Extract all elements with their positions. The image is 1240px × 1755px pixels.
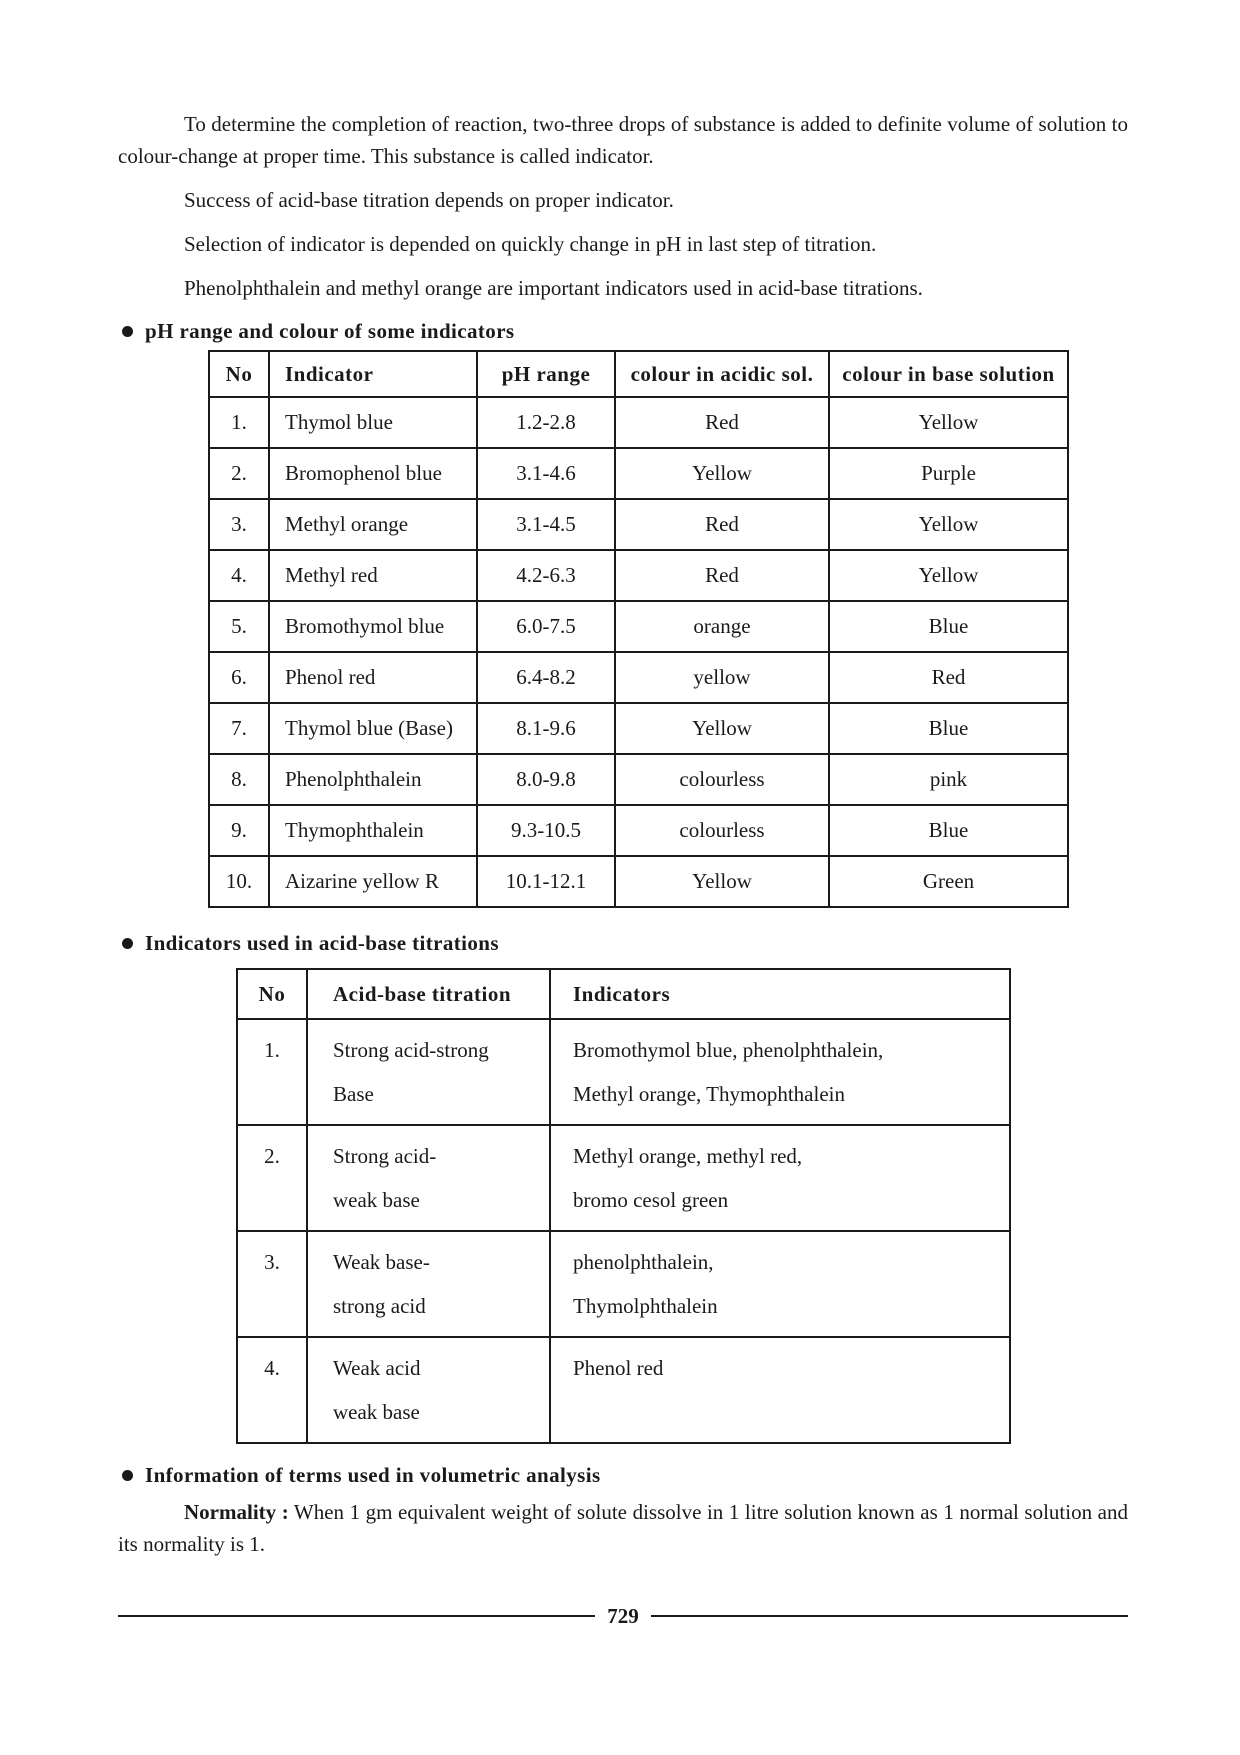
- titration-line: weak base: [333, 1188, 420, 1212]
- cell-ph-range: 6.4-8.2: [477, 652, 615, 703]
- cell-no: 1.: [237, 1019, 307, 1125]
- cell-indicator: Thymol blue (Base): [269, 703, 477, 754]
- bullet-icon: [122, 1470, 133, 1481]
- cell-no: 7.: [209, 703, 269, 754]
- cell-ph-range: 10.1-12.1: [477, 856, 615, 907]
- cell-base-colour: Yellow: [829, 397, 1068, 448]
- cell-no: 5.: [209, 601, 269, 652]
- cell-base-colour: Blue: [829, 703, 1068, 754]
- cell-acidic-colour: Red: [615, 397, 829, 448]
- cell-indicator: Methyl orange: [269, 499, 477, 550]
- cell-acidic-colour: Red: [615, 550, 829, 601]
- intro-paragraph-2: Success of acid-base titration depends on proper indicator.: [184, 188, 674, 212]
- titration-line: Weak acid: [333, 1356, 421, 1380]
- intro-paragraph-3: Selection of indicator is depended on quickly change in pH in last step of titration.: [184, 232, 877, 256]
- col-header-indicators: Indicators: [550, 969, 1010, 1019]
- indicator-line: bromo cesol green: [573, 1188, 729, 1212]
- cell-indicator: Thymophthalein: [269, 805, 477, 856]
- cell-indicators: [550, 1125, 1010, 1231]
- indicator-line: Methyl orange, Thymophthalein: [573, 1082, 845, 1106]
- table-row: [209, 754, 1068, 805]
- term-normality: Normality :: [184, 1500, 289, 1524]
- cell-no: 3.: [237, 1231, 307, 1337]
- indicator-line: Methyl orange, methyl red,: [573, 1144, 803, 1168]
- cell-base-colour: Red: [829, 652, 1068, 703]
- cell-no: 2.: [209, 448, 269, 499]
- cell-ph-range: 8.0-9.8: [477, 754, 615, 805]
- cell-no: 10.: [209, 856, 269, 907]
- normality-text: When 1 gm equivalent weight of solute dissolve in 1 litre solution known as 1 normal solution and its normality is 1.: [118, 1500, 1128, 1556]
- section-heading-titration-indicators: [118, 928, 1128, 958]
- cell-indicator: Aizarine yellow R: [269, 856, 477, 907]
- cell-base-colour: Yellow: [829, 550, 1068, 601]
- cell-no: 6.: [209, 652, 269, 703]
- cell-ph-range: 3.1-4.6: [477, 448, 615, 499]
- normality-definition: [118, 1496, 1128, 1560]
- cell-no: 9.: [209, 805, 269, 856]
- cell-no: 2.: [237, 1125, 307, 1231]
- ph-range-table: [208, 350, 1069, 908]
- indicator-line: phenolphthalein,: [573, 1250, 714, 1274]
- cell-titration: [307, 1337, 550, 1443]
- footer-rule-left: [118, 1615, 595, 1617]
- cell-indicators: [550, 1019, 1010, 1125]
- cell-acidic-colour: orange: [615, 601, 829, 652]
- page-footer: [118, 1601, 1128, 1631]
- cell-titration: [307, 1019, 550, 1125]
- cell-acidic-colour: Yellow: [615, 856, 829, 907]
- section-heading-text: Indicators used in acid-base titrations: [145, 931, 499, 955]
- cell-base-colour: Blue: [829, 805, 1068, 856]
- bullet-icon: [122, 938, 133, 949]
- table-header-row: [237, 969, 1010, 1019]
- table-row: [237, 1337, 1010, 1443]
- table-row: [209, 499, 1068, 550]
- table-row: [237, 1019, 1010, 1125]
- cell-acidic-colour: colourless: [615, 754, 829, 805]
- table-header-row: [209, 351, 1068, 397]
- table-row: [209, 397, 1068, 448]
- cell-indicator: Bromothymol blue: [269, 601, 477, 652]
- col-header-no: No: [209, 351, 269, 397]
- titration-line: weak base: [333, 1400, 420, 1424]
- table-row: [237, 1125, 1010, 1231]
- indicator-line: Phenol red: [573, 1356, 664, 1380]
- section-heading-ph-range: [118, 316, 1128, 346]
- cell-no: 3.: [209, 499, 269, 550]
- cell-base-colour: Purple: [829, 448, 1068, 499]
- table-row: [209, 550, 1068, 601]
- table-row: [209, 703, 1068, 754]
- titration-indicators-table: [236, 968, 1011, 1444]
- section-heading-volumetric-terms: [118, 1460, 1128, 1490]
- cell-acidic-colour: yellow: [615, 652, 829, 703]
- cell-ph-range: 6.0-7.5: [477, 601, 615, 652]
- titration-line: Strong acid-strong: [333, 1038, 489, 1062]
- table-row: [209, 652, 1068, 703]
- col-header-no: No: [237, 969, 307, 1019]
- table-row: [237, 1231, 1010, 1337]
- section-heading-text: pH range and colour of some indicators: [145, 319, 515, 343]
- cell-base-colour: Green: [829, 856, 1068, 907]
- col-header-base-colour: colour in base solution: [829, 351, 1068, 397]
- cell-base-colour: Blue: [829, 601, 1068, 652]
- cell-ph-range: 9.3-10.5: [477, 805, 615, 856]
- cell-indicators: [550, 1337, 1010, 1443]
- cell-ph-range: 1.2-2.8: [477, 397, 615, 448]
- cell-titration: [307, 1231, 550, 1337]
- cell-indicator: Methyl red: [269, 550, 477, 601]
- titration-line: Weak base-: [333, 1250, 430, 1274]
- footer-rule-right: [651, 1615, 1128, 1617]
- cell-indicators: [550, 1231, 1010, 1337]
- intro-paragraph-1: To determine the completion of reaction, two-three drops of substance is added to definite volume of solution to colour-change at proper time. This substance is called indicator.: [118, 112, 1128, 168]
- section-heading-text: Information of terms used in volumetric analysis: [145, 1463, 601, 1487]
- cell-indicator: Phenolphthalein: [269, 754, 477, 805]
- titration-line: Base: [333, 1082, 374, 1106]
- table-row: [209, 856, 1068, 907]
- cell-base-colour: Yellow: [829, 499, 1068, 550]
- table-row: [209, 805, 1068, 856]
- intro-paragraph-4: Phenolphthalein and methyl orange are important indicators used in acid-base titrations.: [184, 276, 923, 300]
- cell-no: 4.: [209, 550, 269, 601]
- cell-ph-range: 3.1-4.5: [477, 499, 615, 550]
- col-header-ph-range: pH range: [477, 351, 615, 397]
- cell-base-colour: pink: [829, 754, 1068, 805]
- titration-line: strong acid: [333, 1294, 426, 1318]
- cell-indicator: Thymol blue: [269, 397, 477, 448]
- cell-indicator: Phenol red: [269, 652, 477, 703]
- cell-ph-range: 8.1-9.6: [477, 703, 615, 754]
- cell-acidic-colour: Yellow: [615, 448, 829, 499]
- cell-titration: [307, 1125, 550, 1231]
- cell-no: 1.: [209, 397, 269, 448]
- bullet-icon: [122, 326, 133, 337]
- col-header-titration: Acid-base titration: [307, 969, 550, 1019]
- cell-acidic-colour: Yellow: [615, 703, 829, 754]
- col-header-acidic-colour: colour in acidic sol.: [615, 351, 829, 397]
- cell-acidic-colour: Red: [615, 499, 829, 550]
- cell-no: 4.: [237, 1337, 307, 1443]
- cell-no: 8.: [209, 754, 269, 805]
- table-row: [209, 448, 1068, 499]
- cell-indicator: Bromophenol blue: [269, 448, 477, 499]
- cell-acidic-colour: colourless: [615, 805, 829, 856]
- indicator-line: Thymolphthalein: [573, 1294, 718, 1318]
- table-row: [209, 601, 1068, 652]
- page-content: [118, 108, 1128, 1560]
- col-header-indicator: Indicator: [269, 351, 477, 397]
- titration-line: Strong acid-: [333, 1144, 437, 1168]
- indicator-line: Bromothymol blue, phenolphthalein,: [573, 1038, 884, 1062]
- page-number: 729: [607, 1603, 639, 1628]
- cell-ph-range: 4.2-6.3: [477, 550, 615, 601]
